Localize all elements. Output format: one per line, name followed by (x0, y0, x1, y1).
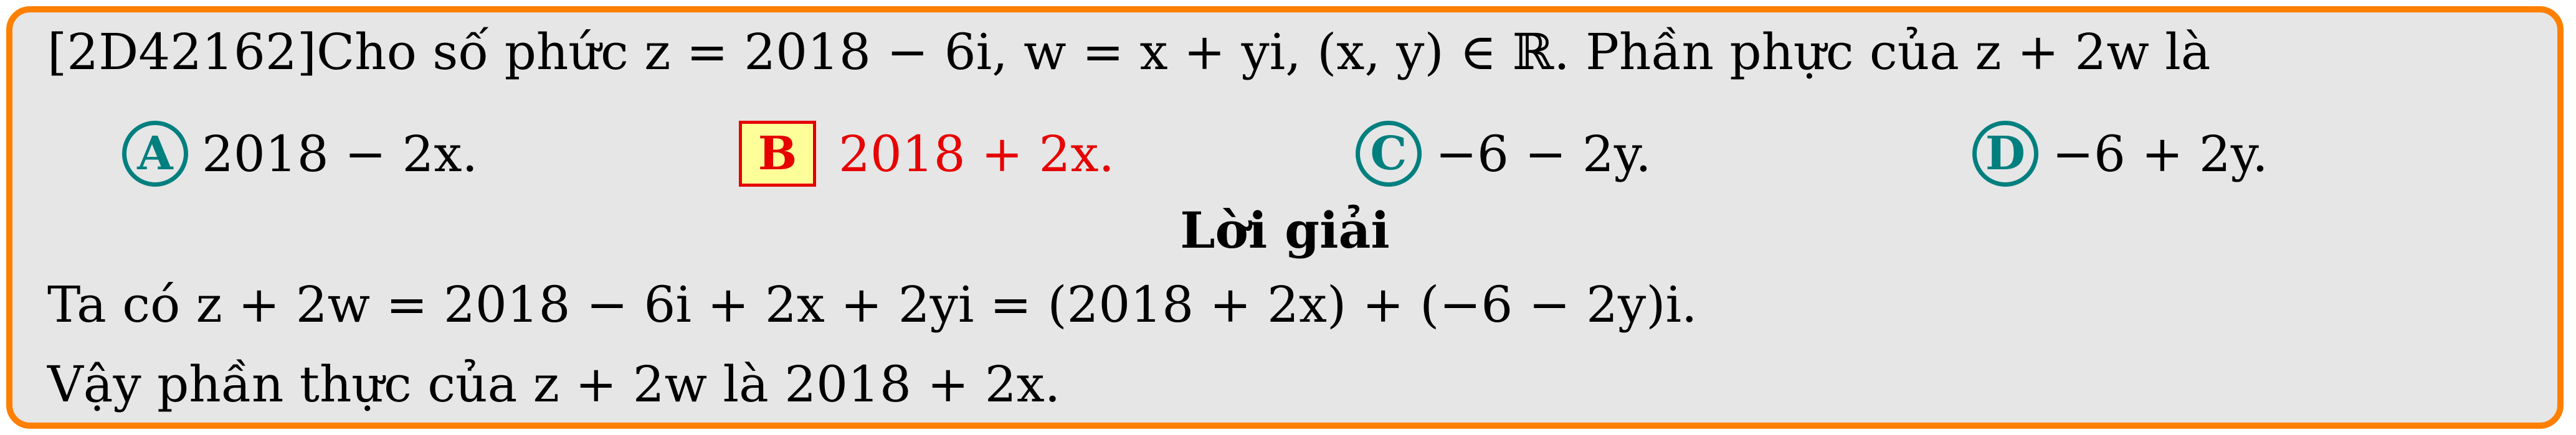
option-a-badge: A (122, 121, 188, 187)
option-a (122, 119, 478, 188)
option-c-text: −6 − 2y. (1435, 124, 1652, 183)
option-d-badge: D (1972, 121, 2038, 187)
solution-line-1: Ta có z + 2w = 2018 − 6i + 2x + 2yi = (2018 + 2x) + (−6 − 2y)i. (47, 276, 1698, 334)
option-a-text: 2018 − 2x. (202, 124, 478, 183)
option-c-badge: C (1356, 121, 1422, 187)
option-c (1356, 119, 1652, 188)
solution-title: Lời giải (1180, 201, 1390, 260)
solution-line-2: Vậy phần thực của z + 2w là 2018 + 2x. (47, 355, 1061, 413)
option-d-text: −6 + 2y. (2052, 124, 2268, 183)
option-b (739, 119, 1115, 188)
option-b-text: 2018 + 2x. (839, 124, 1115, 183)
option-d (1972, 119, 2268, 188)
option-b-badge-correct: B (739, 121, 816, 187)
problem-box (6, 6, 2564, 429)
question-text: [2D42162]Cho số phức z = 2018 − 6i, w = x + yi, (x, y) ∈ ℝ. Phần phực của z + 2w là (47, 23, 2211, 81)
